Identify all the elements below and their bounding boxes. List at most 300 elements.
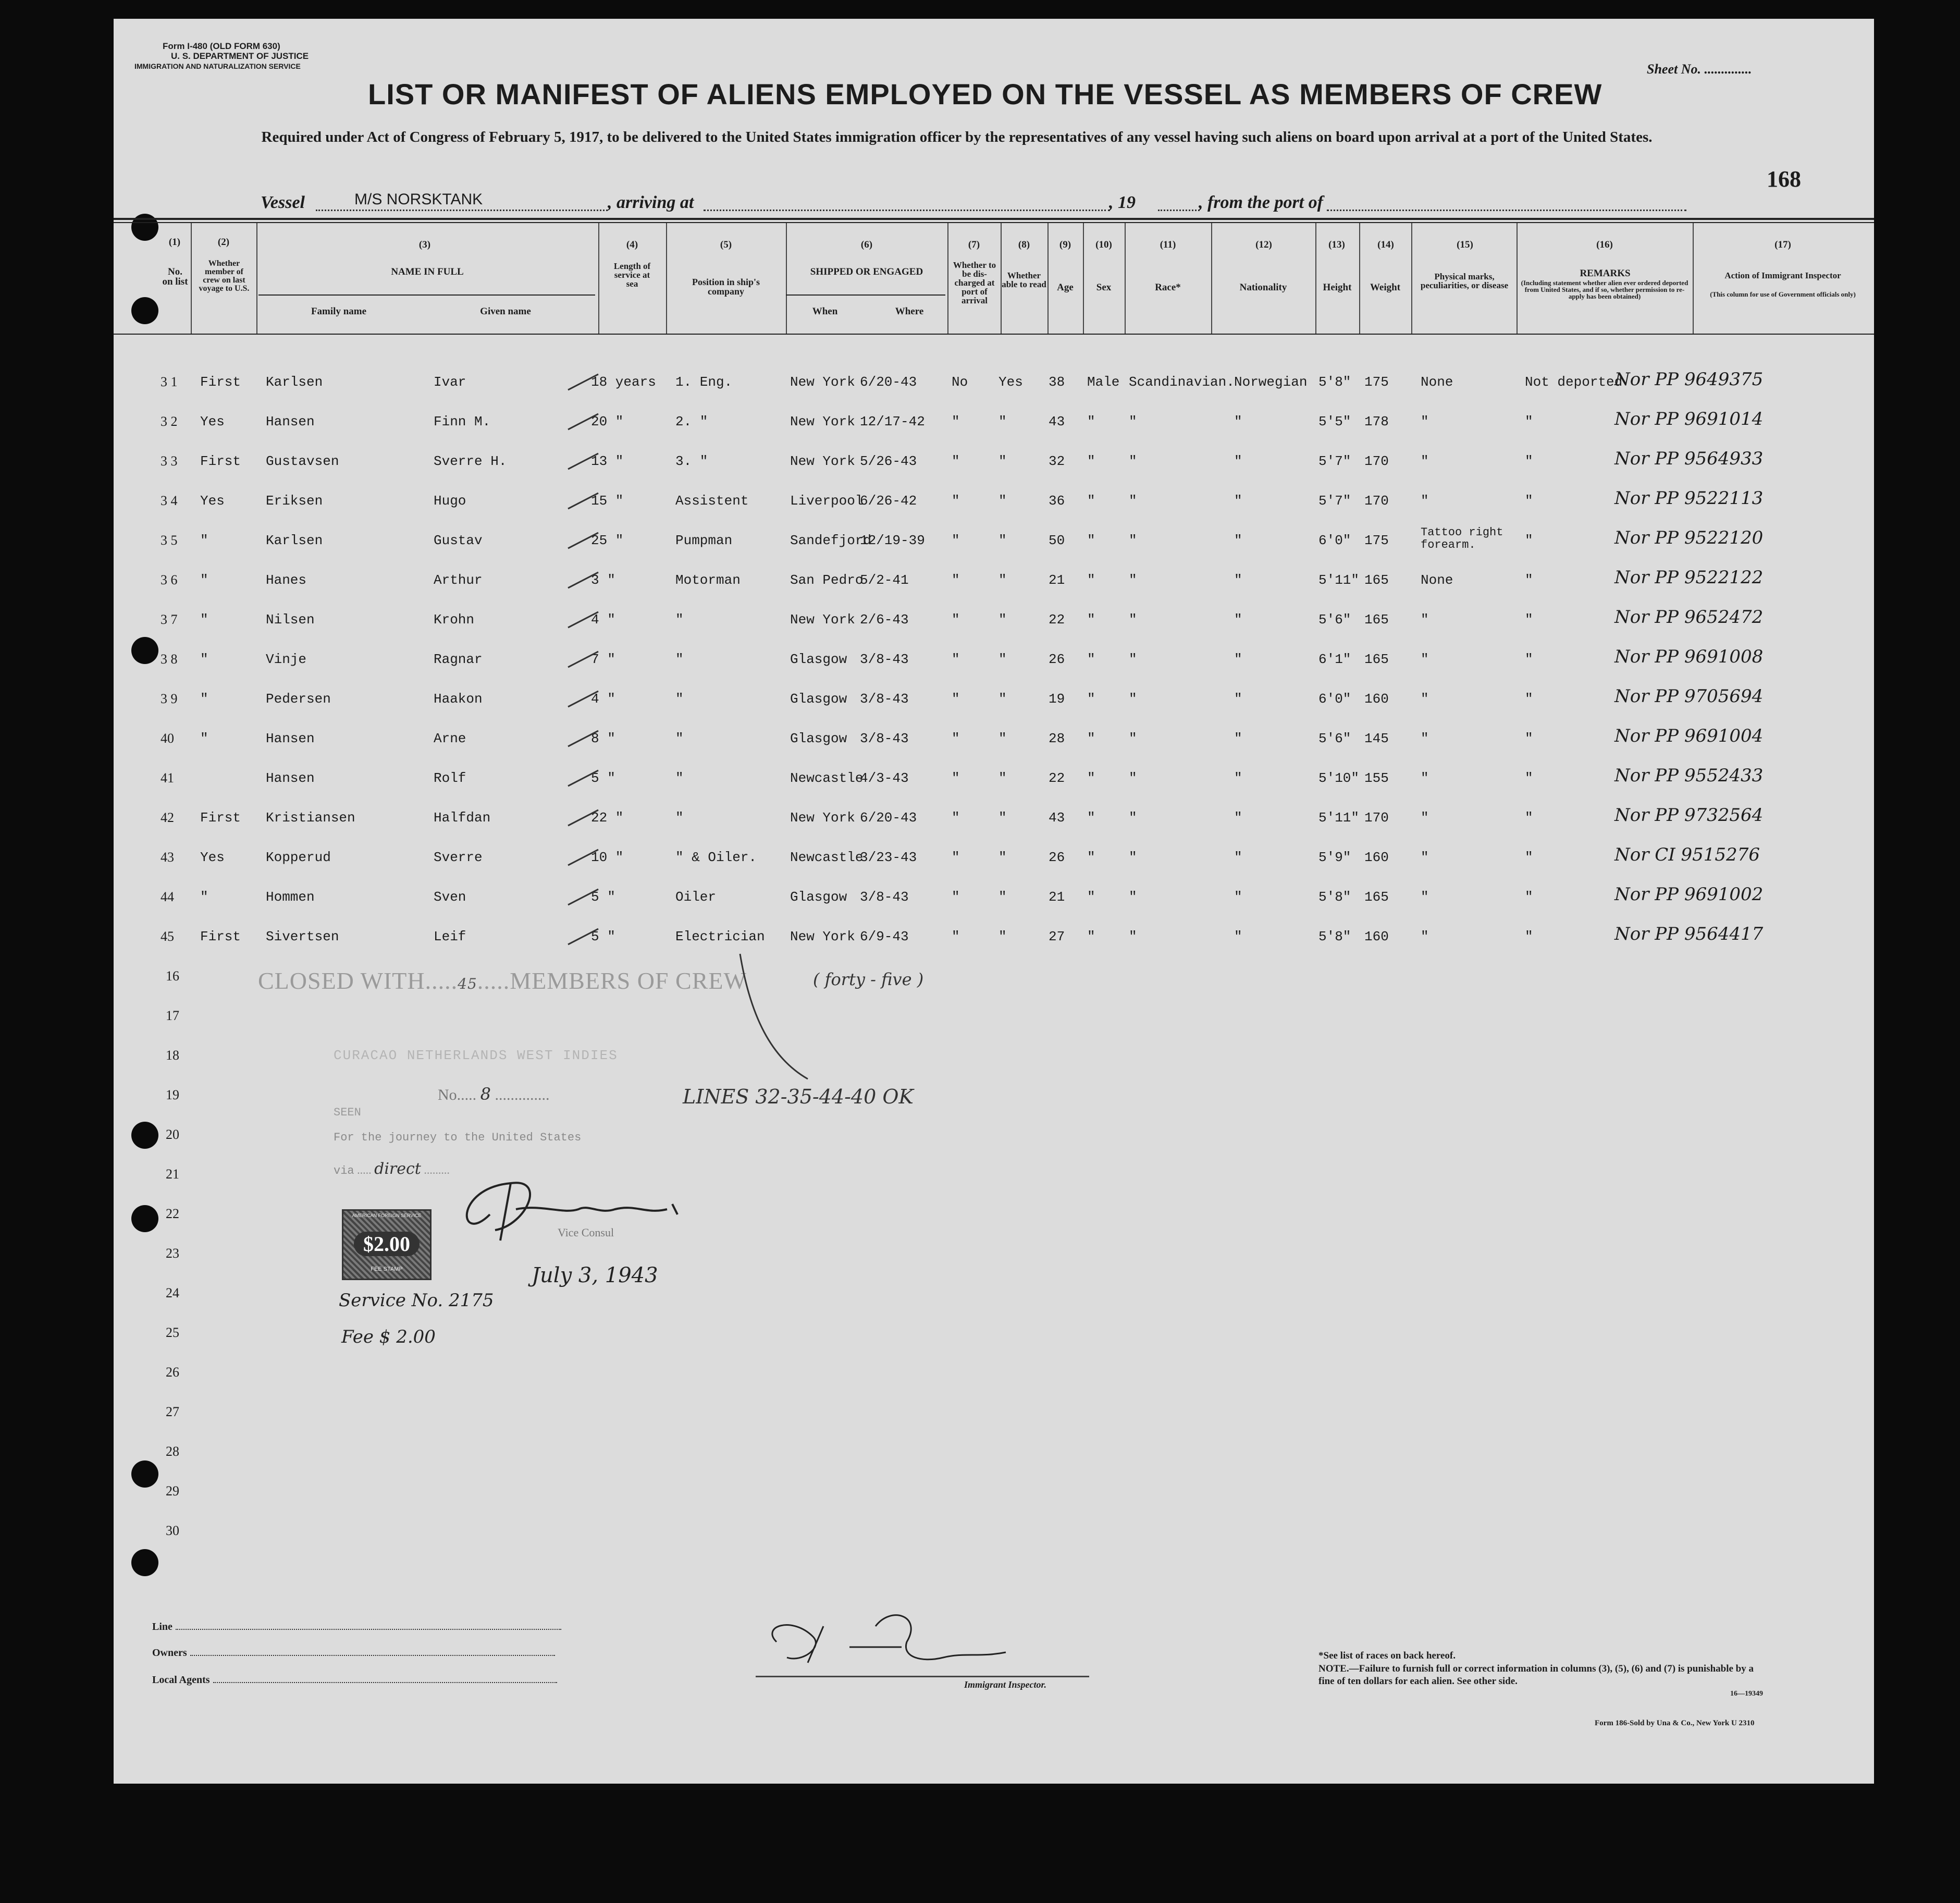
nationality: " — [1234, 453, 1242, 469]
col5-number: (5) — [720, 239, 732, 250]
printer-line: Form 186-Sold by Una & Co., New York U 2310 — [1595, 1719, 1755, 1727]
family-name: Kopperud — [266, 850, 331, 865]
position: " — [675, 770, 684, 786]
rule — [114, 334, 1874, 335]
check-mark — [567, 808, 603, 829]
vessel-label: Vessel — [261, 193, 305, 212]
height: 5'5" — [1318, 414, 1351, 429]
page-number: 168 — [1767, 166, 1801, 192]
empty-row-number: 17 — [166, 1008, 179, 1023]
discharged: " — [952, 453, 960, 469]
crew-status: " — [200, 889, 208, 905]
empty-row-number: 24 — [166, 1285, 179, 1300]
service-length: 13 " — [591, 453, 624, 469]
height: 6'0" — [1318, 533, 1351, 548]
shipped-place: Glasgow — [790, 889, 847, 905]
remarks: " — [1525, 850, 1533, 865]
rule — [114, 222, 1874, 223]
position: " — [675, 612, 684, 628]
age: 50 — [1049, 533, 1065, 548]
discharged: " — [952, 691, 960, 707]
empty-row-number: 29 — [166, 1483, 179, 1499]
given-name: Gustav — [434, 533, 483, 548]
weight: 145 — [1364, 731, 1389, 746]
height: 5'6" — [1318, 731, 1351, 746]
physical-marks: None — [1421, 572, 1453, 588]
physical-marks: " — [1421, 691, 1429, 707]
race: " — [1129, 493, 1137, 509]
stamp-no: No..... 8 .............. — [438, 1084, 550, 1104]
sex: " — [1087, 533, 1095, 548]
empty-row-number: 23 — [166, 1246, 179, 1261]
shipped-date: 12/17-42 — [860, 414, 925, 429]
able-to-read: " — [999, 414, 1007, 429]
race: " — [1129, 453, 1137, 469]
physical-marks: " — [1421, 612, 1429, 628]
inspector-signature — [745, 1595, 1058, 1689]
col4-header: Length of service at sea — [613, 261, 651, 289]
col15-number: (15) — [1457, 239, 1473, 250]
closed-count: 45 — [458, 975, 477, 992]
consul-title: Vice Consul — [558, 1226, 614, 1239]
empty-row-number: 26 — [166, 1365, 179, 1380]
service-length: 8 " — [591, 731, 615, 746]
check-mark — [567, 689, 603, 710]
remarks: " — [1525, 414, 1533, 429]
sex: " — [1087, 414, 1095, 429]
check-mark — [567, 531, 603, 551]
row-number: 43 — [161, 850, 174, 865]
remarks: " — [1525, 929, 1533, 944]
col5-header: Position in ship's company — [692, 277, 760, 297]
shipped-date: 5/26-43 — [860, 453, 917, 469]
nationality: " — [1234, 533, 1242, 548]
weight: 165 — [1364, 652, 1389, 667]
shipped-place: New York — [790, 929, 855, 944]
discharged: " — [952, 652, 960, 667]
weight: 160 — [1364, 929, 1389, 944]
weight: 170 — [1364, 453, 1389, 469]
closed-label-2: MEMBERS OF CREW — [510, 967, 747, 994]
year-label: , 19 — [1109, 193, 1136, 212]
rule — [114, 218, 1874, 220]
nationality: " — [1234, 929, 1242, 944]
inspector-action: Nor PP 9522120 — [1614, 527, 1764, 548]
col3-header: NAME IN FULL — [391, 266, 464, 277]
able-to-read: " — [999, 533, 1007, 548]
discharged: " — [952, 770, 960, 786]
row-number: 3 1 — [161, 374, 178, 389]
inspector-action: Nor PP 9522122 — [1614, 567, 1764, 588]
col17-number: (17) — [1774, 239, 1791, 250]
service-length: 5 " — [591, 889, 615, 905]
service-length: 25 " — [591, 533, 624, 548]
empty-row-number: 22 — [166, 1206, 179, 1221]
closed-handwritten: ( forty - five ) — [813, 969, 924, 989]
family-name: Hansen — [266, 770, 315, 786]
service-length: 20 " — [591, 414, 624, 429]
shipped-place: Glasgow — [790, 731, 847, 746]
inspector-action: Nor PP 9691014 — [1614, 409, 1764, 429]
nationality: " — [1234, 652, 1242, 667]
inspector-action: Nor CI 9515276 — [1614, 844, 1760, 865]
family-name: Pedersen — [266, 691, 331, 707]
check-mark — [567, 927, 603, 948]
service-length: 3 " — [591, 572, 615, 588]
sex: " — [1087, 889, 1095, 905]
page-subtitle: Required under Act of Congress of February 5, 1917, to be delivered to the United States immigration officer by the representatives of any vessel having such aliens on board upon arrival at a port of the United States. — [261, 129, 1653, 145]
service-length: 15 " — [591, 493, 624, 509]
shipped-place: Glasgow — [790, 691, 847, 707]
inspector-action: Nor PP 9522113 — [1614, 488, 1764, 509]
service-length: 10 " — [591, 850, 624, 865]
given-name: Krohn — [434, 612, 475, 628]
shipped-date: 12/19-39 — [860, 533, 925, 548]
height: 5'8" — [1318, 929, 1351, 944]
check-mark — [567, 729, 603, 750]
consul-date: July 3, 1943 — [532, 1263, 658, 1287]
empty-row-number: 19 — [166, 1087, 179, 1102]
family-name: Kristiansen — [266, 810, 355, 826]
weight: 175 — [1364, 374, 1389, 390]
col13-header: Height — [1323, 282, 1352, 293]
age: 26 — [1049, 850, 1065, 865]
shipped-date: 6/20-43 — [860, 374, 917, 390]
check-mark — [567, 887, 603, 908]
service-length: 4 " — [591, 612, 615, 628]
physical-marks: Tattoo right forearm. — [1421, 526, 1503, 551]
race: " — [1129, 731, 1137, 746]
age: 38 — [1049, 374, 1065, 390]
col4-number: (4) — [626, 239, 638, 250]
given-name: Sverre H. — [434, 453, 507, 469]
discharged: " — [952, 889, 960, 905]
weight: 165 — [1364, 889, 1389, 905]
check-mark — [567, 649, 603, 670]
col6-header: SHIPPED OR ENGAGED — [810, 266, 923, 277]
given-name: Sverre — [434, 850, 483, 865]
row-number: 42 — [161, 810, 174, 825]
family-name: Karlsen — [266, 374, 323, 390]
race: " — [1129, 889, 1137, 905]
able-to-read: " — [999, 929, 1007, 944]
empty-row-number: 18 — [166, 1048, 179, 1063]
weight: 175 — [1364, 533, 1389, 548]
shipped-place: Liverpool — [790, 493, 864, 509]
shipped-date: 3/23-43 — [860, 850, 917, 865]
col16-note: (Including statement whether alien ever ordered deported from United States, and if so, whether permission to re-apply has been obtained) — [1521, 279, 1688, 300]
page-title: LIST OR MANIFEST OF ALIENS EMPLOYED ON THE VESSEL AS MEMBERS OF CREW — [368, 78, 1602, 111]
empty-row-number: 16 — [166, 968, 179, 984]
height: 5'6" — [1318, 612, 1351, 628]
shipped-date: 3/8-43 — [860, 691, 909, 707]
check-mark — [567, 491, 603, 512]
service-number: Service No. 2175 — [339, 1290, 494, 1311]
height: 5'11" — [1318, 810, 1360, 826]
col3-given-header: Given name — [480, 306, 531, 317]
inspector-action: Nor PP 9552433 — [1614, 765, 1764, 786]
able-to-read: Yes — [999, 374, 1023, 390]
vessel-name: M/S NORSKTANK — [354, 191, 483, 208]
discharged: " — [952, 929, 960, 944]
nationality: " — [1234, 889, 1242, 905]
row-number: 41 — [161, 770, 174, 785]
able-to-read: " — [999, 493, 1007, 509]
col10-header: Sex — [1096, 282, 1112, 293]
row-number: 3 5 — [161, 533, 178, 548]
height: 5'8" — [1318, 374, 1351, 390]
age: 26 — [1049, 652, 1065, 667]
nationality: " — [1234, 691, 1242, 707]
remarks: " — [1525, 770, 1533, 786]
weight: 160 — [1364, 850, 1389, 865]
discharged: " — [952, 493, 960, 509]
height: 6'0" — [1318, 691, 1351, 707]
footer-owners: Owners — [152, 1647, 555, 1659]
arriving-label: , arriving at — [608, 193, 694, 212]
discharged: " — [952, 810, 960, 826]
shipped-place: New York — [790, 453, 855, 469]
col16-number: (16) — [1596, 239, 1613, 250]
inspector-action: Nor PP 9652472 — [1614, 607, 1764, 628]
remarks: " — [1525, 453, 1533, 469]
height: 5'8" — [1318, 889, 1351, 905]
race: " — [1129, 414, 1137, 429]
family-name: Sivertsen — [266, 929, 339, 944]
remarks: " — [1525, 731, 1533, 746]
punch-hole — [131, 637, 158, 664]
fee-stamp: AMERICAN FOREIGN SERVICE $2.00 FEE STAMP — [342, 1209, 432, 1280]
crew-status: First — [200, 810, 241, 826]
check-mark — [567, 610, 603, 631]
row-number: 3 7 — [161, 612, 178, 627]
age: 22 — [1049, 770, 1065, 786]
able-to-read: " — [999, 731, 1007, 746]
col3-number: (3) — [418, 239, 431, 250]
given-name: Arthur — [434, 572, 483, 588]
journey-text: For the journey to the United States — [334, 1131, 582, 1144]
seen-stamp: SEEN — [334, 1106, 361, 1119]
physical-marks: " — [1421, 889, 1429, 905]
able-to-read: " — [999, 850, 1007, 865]
check-mark — [567, 372, 603, 393]
position: " — [675, 691, 684, 707]
col6-where-header: Where — [895, 306, 924, 317]
col8-number: (8) — [1018, 239, 1030, 250]
discharged: " — [952, 533, 960, 548]
crew-status: Yes — [200, 414, 225, 429]
race: " — [1129, 810, 1137, 826]
nationality: " — [1234, 414, 1242, 429]
weight: 170 — [1364, 810, 1389, 826]
nationality: " — [1234, 810, 1242, 826]
able-to-read: " — [999, 572, 1007, 588]
shipped-date: 5/2-41 — [860, 572, 909, 588]
race: " — [1129, 850, 1137, 865]
check-mark — [567, 451, 603, 472]
inspector-action: Nor PP 9691008 — [1614, 646, 1764, 667]
weight: 155 — [1364, 770, 1389, 786]
pen-stroke — [730, 954, 834, 1089]
col1-header: No. on list — [162, 266, 188, 287]
col2-number: (2) — [217, 237, 230, 248]
row-number: 3 6 — [161, 572, 178, 587]
check-mark — [567, 412, 603, 433]
nationality: " — [1234, 612, 1242, 628]
empty-row-number: 20 — [166, 1127, 179, 1142]
weight: 165 — [1364, 572, 1389, 588]
race: " — [1129, 533, 1137, 548]
col7-header: Whether to be dis-charged at port of arrival — [953, 260, 996, 305]
col12-number: (12) — [1255, 239, 1272, 250]
remarks: " — [1525, 652, 1533, 667]
remarks: " — [1525, 493, 1533, 509]
given-name: Arne — [434, 731, 466, 746]
via-line: via ..... direct ......... — [334, 1160, 450, 1178]
sex: " — [1087, 850, 1095, 865]
sex: " — [1087, 810, 1095, 826]
sheet-number-label: Sheet No. .............. — [1647, 62, 1752, 77]
physical-marks: None — [1421, 374, 1453, 390]
shipped-date: 6/9-43 — [860, 929, 909, 944]
shipped-place: New York — [790, 612, 855, 628]
given-name: Leif — [434, 929, 466, 944]
age: 32 — [1049, 453, 1065, 469]
punch-hole — [131, 1122, 158, 1149]
physical-marks: " — [1421, 414, 1429, 429]
weight: 165 — [1364, 612, 1389, 628]
weight: 160 — [1364, 691, 1389, 707]
col7-number: (7) — [968, 239, 980, 250]
inspector-action: Nor PP 9691004 — [1614, 726, 1764, 746]
age: 21 — [1049, 889, 1065, 905]
position: Oiler — [675, 889, 717, 905]
col13-number: (13) — [1328, 239, 1345, 250]
crew-status: " — [200, 652, 208, 667]
crew-status: " — [200, 731, 208, 746]
crew-status: " — [200, 691, 208, 707]
height: 5'7" — [1318, 453, 1351, 469]
height: 5'10" — [1318, 770, 1360, 786]
department: U. S. DEPARTMENT OF JUSTICE — [171, 51, 309, 61]
service-length: 5 " — [591, 929, 615, 944]
col14-number: (14) — [1377, 239, 1394, 250]
race: " — [1129, 652, 1137, 667]
position: Assistent — [675, 493, 749, 509]
physical-marks: " — [1421, 810, 1429, 826]
physical-marks: " — [1421, 929, 1429, 944]
family-name: Nilsen — [266, 612, 315, 628]
physical-marks: " — [1421, 770, 1429, 786]
crew-status: First — [200, 453, 241, 469]
col12-header: Nationality — [1239, 282, 1287, 293]
age: 28 — [1049, 731, 1065, 746]
fine-note: NOTE.—Failure to furnish full or correct information in columns (3), (5), (6) and (7) is punishable by a fine of ten dollars for each alien. See other side. — [1318, 1663, 1754, 1687]
given-name: Ragnar — [434, 652, 483, 667]
col9-number: (9) — [1059, 239, 1071, 250]
inspector-action: Nor PP 9705694 — [1614, 686, 1764, 707]
sex: " — [1087, 770, 1095, 786]
family-name: Hanes — [266, 572, 307, 588]
remarks: " — [1525, 691, 1533, 707]
nationality: " — [1234, 572, 1242, 588]
empty-row-number: 30 — [166, 1523, 179, 1538]
punch-hole — [131, 1549, 158, 1576]
footer-line: Line — [152, 1621, 561, 1633]
race: Scandinavian. — [1129, 374, 1235, 390]
physical-marks: " — [1421, 453, 1429, 469]
able-to-read: " — [999, 810, 1007, 826]
empty-row-number: 28 — [166, 1444, 179, 1459]
discharged: " — [952, 731, 960, 746]
empty-row-number: 21 — [166, 1167, 179, 1182]
inspector-label: Immigrant Inspector. — [964, 1679, 1047, 1690]
sex: " — [1087, 612, 1095, 628]
shipped-place: Newcastle — [790, 850, 864, 865]
remarks: Not deported — [1525, 374, 1623, 390]
position: 1. Eng. — [675, 374, 733, 390]
given-name: Ivar — [434, 374, 466, 390]
sex: " — [1087, 652, 1095, 667]
height: 5'11" — [1318, 572, 1360, 588]
discharged: No — [952, 374, 968, 390]
position: " — [675, 810, 684, 826]
given-name: Rolf — [434, 770, 466, 786]
col8-header: Whether able to read — [1002, 271, 1046, 289]
shipped-date: 4/3-43 — [860, 770, 909, 786]
col1-number: (1) — [168, 237, 181, 248]
family-name: Hansen — [266, 414, 315, 429]
empty-row-number: 27 — [166, 1404, 179, 1419]
shipped-date: 3/8-43 — [860, 731, 909, 746]
position: 2. " — [675, 414, 708, 429]
check-mark — [567, 768, 603, 789]
given-name: Finn M. — [434, 414, 491, 429]
discharged: " — [952, 572, 960, 588]
nationality: " — [1234, 731, 1242, 746]
age: 43 — [1049, 414, 1065, 429]
crew-status: First — [200, 374, 241, 390]
col3-family-header: Family name — [311, 306, 367, 317]
given-name: Hugo — [434, 493, 466, 509]
col10-number: (10) — [1095, 239, 1112, 250]
age: 22 — [1049, 612, 1065, 628]
inspector-action: Nor PP 9649375 — [1614, 369, 1764, 390]
form-number: Form I-480 (OLD FORM 630) — [163, 41, 280, 51]
height: 5'9" — [1318, 850, 1351, 865]
remarks: " — [1525, 889, 1533, 905]
inspector-action: Nor PP 9564933 — [1614, 448, 1764, 469]
nationality: Norwegian — [1234, 374, 1308, 390]
row-number: 3 3 — [161, 453, 178, 469]
able-to-read: " — [999, 691, 1007, 707]
position: " — [675, 652, 684, 667]
row-number: 3 8 — [161, 652, 178, 667]
family-name: Eriksen — [266, 493, 323, 509]
shipped-place: Sandefjord — [790, 533, 872, 548]
shipped-date: 3/8-43 — [860, 889, 909, 905]
closed-label: CLOSED WITH — [258, 967, 425, 994]
shipped-place: New York — [790, 414, 855, 429]
age: 21 — [1049, 572, 1065, 588]
physical-marks: " — [1421, 493, 1429, 509]
remarks: " — [1525, 572, 1533, 588]
shipped-date: 2/6-43 — [860, 612, 909, 628]
position: Pumpman — [675, 533, 733, 548]
service-length: 18 years — [591, 374, 656, 390]
position: Motorman — [675, 572, 741, 588]
service-length: 7 " — [591, 652, 615, 667]
